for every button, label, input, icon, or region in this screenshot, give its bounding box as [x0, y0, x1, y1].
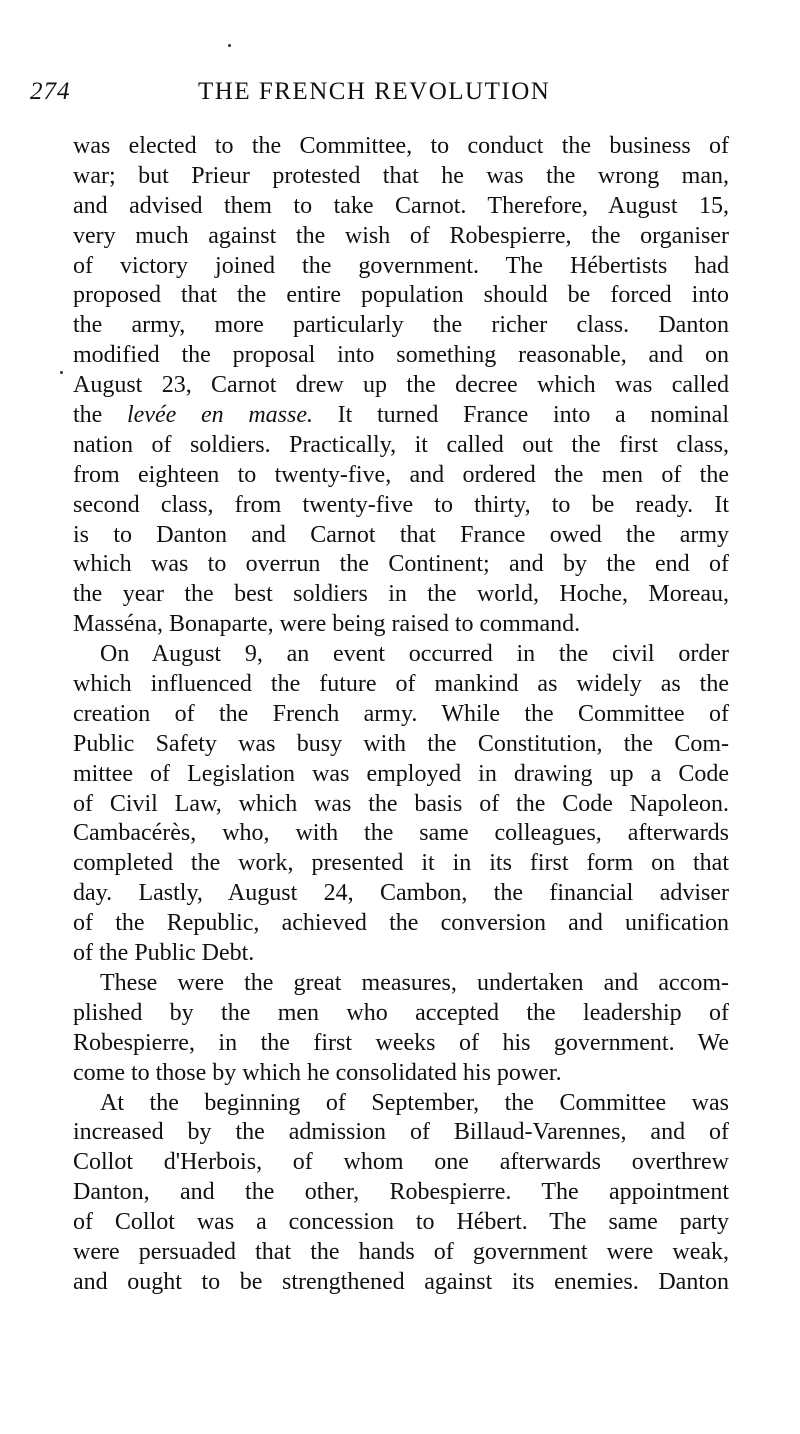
text-line: Robespierre, in the first weeks of his government. We — [73, 1029, 729, 1056]
text-line: from eighteen to twenty-five, and ordered the men of the — [73, 461, 729, 488]
text-line: mittee of Legislation was employed in drawing up a Code — [73, 760, 729, 787]
text-line: Cambacérès, who, with the same colleagues, afterwards — [73, 820, 729, 847]
text-line: were persuaded that the hands of government were weak, — [73, 1238, 729, 1265]
text-line: Collot d'Herbois, of whom one afterwards overthrew — [73, 1149, 729, 1176]
text-line: day. Lastly, August 24, Cambon, the financial adviser — [73, 880, 729, 907]
text-line: August 23, Carnot drew up the decree which was called — [73, 372, 729, 399]
text-line: the levée en masse. It turned France into a nominal — [73, 402, 730, 429]
text-line: increased by the admission of Billaud-Varennes, and of — [73, 1119, 729, 1146]
text-line: and ought to be strengthened against its enemies. Danton — [73, 1268, 729, 1295]
text-line: Masséna, Bonaparte, were being raised to command. — [73, 611, 581, 638]
scan-speck — [60, 371, 63, 374]
italic-phrase: levée en masse. — [127, 402, 313, 429]
text-line: modified the proposal into something reasonable, and on — [73, 342, 729, 369]
text-line: Danton, and the other, Robespierre. The appointment — [73, 1179, 729, 1206]
text-line: of the Republic, achieved the conversion and unification — [73, 910, 729, 937]
page-number: 274 — [30, 78, 71, 105]
text-line: completed the work, presented it in its first form on that — [73, 850, 729, 877]
text-line: which influenced the future of mankind as widely as the — [73, 671, 729, 698]
text-line: is to Danton and Carnot that France owed the army — [73, 521, 729, 548]
scan-speck — [228, 44, 231, 47]
text-line: and advised them to take Carnot. Therefore, August 15, — [73, 192, 729, 219]
text-line: Public Safety was busy with the Constitution, the Com- — [73, 730, 729, 757]
text-line: These were the great measures, undertaken and accom- — [100, 969, 729, 996]
running-title: THE FRENCH REVOLUTION — [198, 78, 551, 105]
text-line: of Civil Law, which was the basis of the Code Napoleon. — [73, 790, 729, 817]
text-line: of victory joined the government. The Hébertists had — [73, 252, 729, 279]
text-line: plished by the men who accepted the leadership of — [73, 999, 729, 1026]
text-line: was elected to the Committee, to conduct the business of — [73, 133, 729, 159]
text-line: proposed that the entire population should be forced into — [73, 282, 729, 309]
text-line: second class, from twenty-five to thirty, to be ready. It — [73, 491, 729, 518]
body-text — [73, 132, 729, 1298]
text-line: of the Public Debt. — [73, 940, 255, 967]
text-line: very much against the wish of Robespierre, the organiser — [73, 222, 729, 249]
running-header — [30, 78, 730, 112]
text-line: creation of the French army. While the Committee of — [73, 700, 729, 727]
text-line: which was to overrun the Continent; and by the end of — [73, 551, 729, 578]
text-line: nation of soldiers. Practically, it called out the first class, — [73, 431, 729, 458]
text-line: come to those by which he consolidated his power. — [73, 1059, 562, 1086]
text-line: the army, more particularly the richer class. Danton — [73, 312, 729, 339]
text-line: war; but Prieur protested that he was the wrong man, — [73, 162, 729, 189]
text-line: the year the best soldiers in the world, Hoche, Moreau, — [73, 581, 729, 608]
text-line: of Collot was a concession to Hébert. The same party — [73, 1209, 729, 1236]
text-line: At the beginning of September, the Committee was — [100, 1089, 729, 1116]
text-line: On August 9, an event occurred in the civil order — [100, 641, 729, 668]
